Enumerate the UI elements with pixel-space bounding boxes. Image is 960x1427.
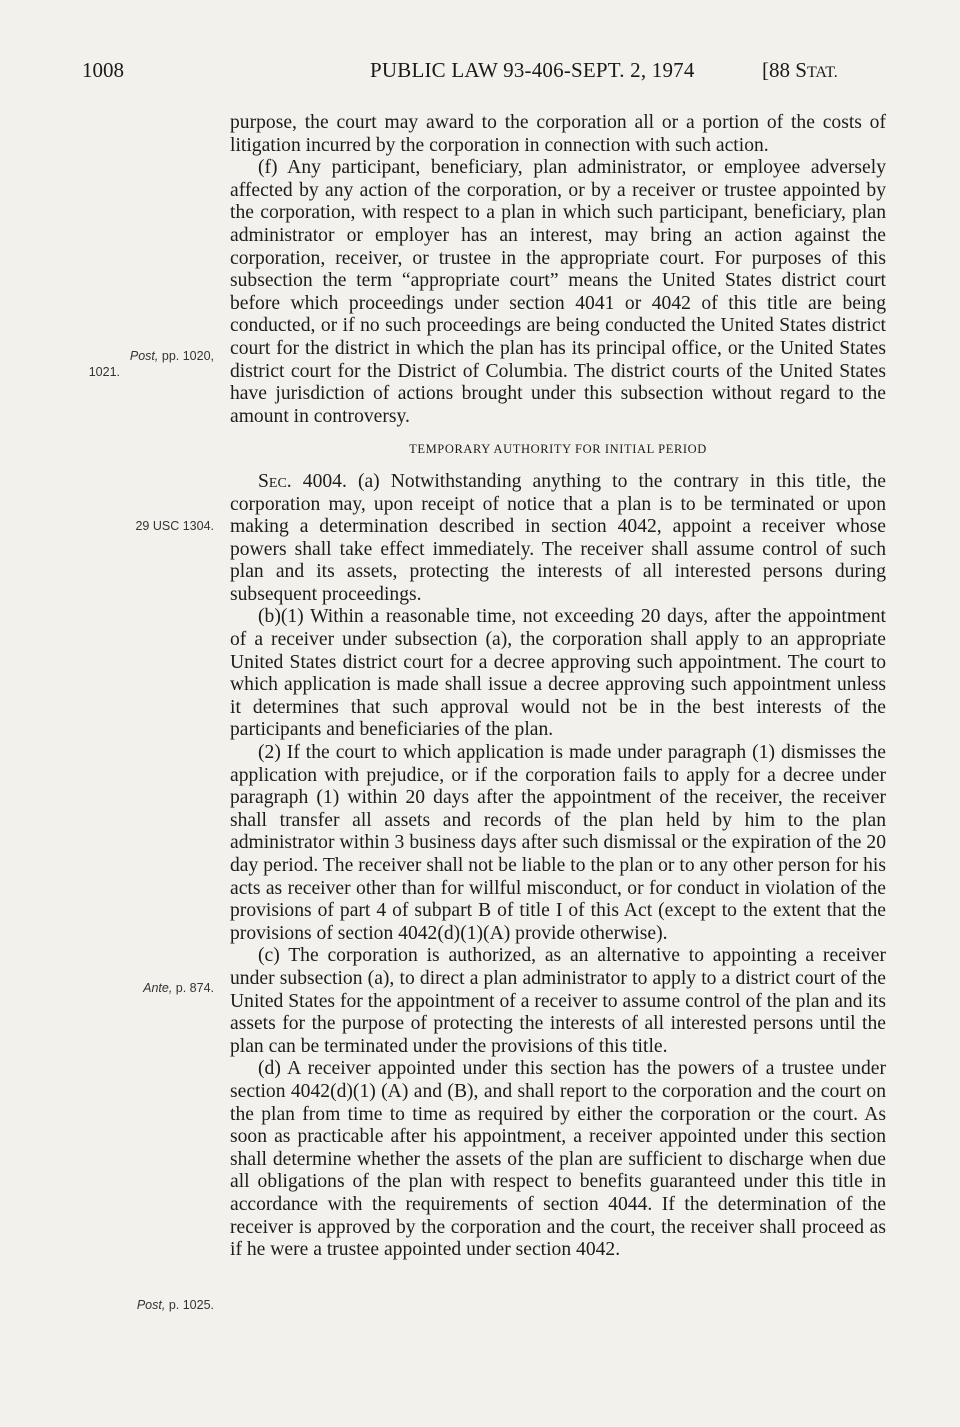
law-title: PUBLIC LAW 93-406-SEPT. 2, 1974 <box>370 58 695 82</box>
page-header <box>0 58 960 88</box>
statute-reference: [88 STAT. <box>762 58 838 82</box>
paragraph-f: (f) Any participant, beneficiary, plan administrator, or employee adversely affected by any action of the corporation, or by a receiver or trustee appointed by the corporation, with respect to a plan in which such participant, beneficiary, plan administrator or employer has an interest, may bring an action against the corporation, receiver, or trustee in the appropriate court. For purposes of this subsection the term “appropriate court” means the United States district court before which proceedings under section 4041 or 4042 of this title are being conducted, or if no such proceedings are being conducted the United States district court for the district in which the plan has its principal office, or the United States district court for the District of Columbia. The district courts of the United States have jurisdiction of actions brought under this subsection without regard to the amount in controversy. <box>230 157 886 427</box>
margin-note-ante-874: Ante, p. 874. <box>143 981 214 995</box>
paragraph-c: (c) The corporation is authorized, as an alternative to appointing a receiver under subsection (a), to direct a plan administrator to apply to a district court of the United States for the appointment of a receiver to assume control of the plan and its assets for the purpose of protecting the interests of all interested persons until the plan can be terminated under the provisions of this title. <box>230 945 886 1057</box>
statute-body <box>230 112 886 1262</box>
margin-note-29-usc-1304: 29 USC 1304. <box>135 519 214 533</box>
section-heading: TEMPORARY AUTHORITY FOR INITIAL PERIOD <box>409 442 707 457</box>
paragraph-b1: (b)(1) Within a reasonable time, not exceeding 20 days, after the appointment of a receiver under subsection (a), the corporation shall apply to an appropriate United States district court for a decree approving such appointment. The court to which application is made shall issue a decree approving such appointment unless it determines that such approval would not be in the best interests of the participants and beneficiaries of the plan. <box>230 606 886 741</box>
section-4004-a: Sec. 4004. (a) Notwithstanding anything to the contrary in this title, the corporation may, upon receipt of notice that a plan is to be terminated or upon making a determination described in section 4042, appoint a receiver whose powers shall take effect immediately. The receiver shall assume control of such plan and its assets, protecting the interests of all interested persons during subsequent proceedings. <box>230 470 886 605</box>
paragraph-b2: (2) If the court to which application is made under paragraph (1) dismisses the application with prejudice, or if the corporation fails to apply for a decree under paragraph (1) within 20 days after the appointment of the receiver, the receiver shall transfer all assets and records of the plan held by him to the plan administrator within 3 business days after such dismissal or the expiration of the 20 day period. The receiver shall not be liable to the plan or to any other person for his acts as receiver other than for willful misconduct, or for conduct in violation of the provisions of part 4 of subpart B of title I of this Act (except to the extent that the provisions of section 4042(d)(1)(A) provide otherwise). <box>230 742 886 944</box>
margin-note-post-1020: Post, pp. 1020, 1021. <box>88 349 214 379</box>
paragraph-d: (d) A receiver appointed under this section has the powers of a trustee under section 4042(d)(1) (A) and (B), and shall report to the corporation and the court on the plan from time to time as required by either the corporation or the court. As soon as practicable after his appointment, a receiver appointed under this section shall determine whether the assets of the plan are sufficient to discharge when due all obligations of the plan with respect to benefits guaranteed under this title in accordance with the requirements of section 4044. If the determination of the receiver is approved by the corporation and the court, the receiver shall proceed as if he were a trustee appointed under section 4042. <box>230 1058 886 1261</box>
paragraph-e-continuation: purpose, the court may award to the corporation all or a portion of the costs of litigation incurred by the corporation in connection with such action. <box>230 112 886 156</box>
page-number: 1008 <box>82 58 124 82</box>
margin-note-post-1025: Post, p. 1025. <box>136 1298 214 1312</box>
